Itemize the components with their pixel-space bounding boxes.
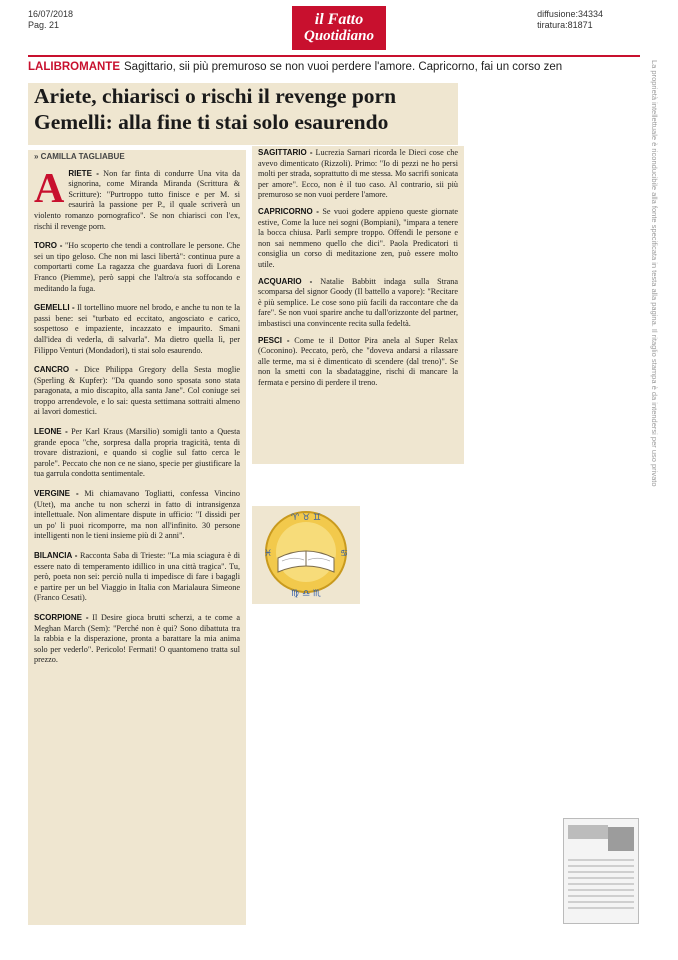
sign-text: Natalie Babbitt indaga sulla Strana scomparsa del signor Goody (Il battello a vapore): "Recitare è più semplice. Le cose sono più facili da raccontare che da fare". Se non vuoi sparire anche tu dall'orizzonte del partner, imbastisci una convincente recita sulla fedeltà. xyxy=(258,276,458,328)
rubric-teaser: Sagittario, sii più premuroso se non vuoi perdere l'amore. Capricorno, fai un corso zen xyxy=(124,61,563,73)
horoscope-ariete xyxy=(34,165,240,233)
zodiac-book-illustration xyxy=(252,506,360,604)
logo-line-2: Quotidiano xyxy=(303,28,375,44)
sign-name: CANCRO - xyxy=(34,365,78,375)
thumbnail-text-line xyxy=(568,883,634,885)
horoscope-sagittario xyxy=(258,148,458,201)
headline-line-1: Ariete, chiarisci o rischi il revenge porn xyxy=(34,84,397,108)
sign-name: LEONE - xyxy=(34,427,68,437)
thumbnail-text-line xyxy=(568,901,634,903)
sign-name: RIETE - xyxy=(68,168,99,178)
horoscope-cancro xyxy=(34,365,240,418)
sign-text: Se vuoi godere appieno queste giornate estive, Come la luce nei sogni (Bompiani), "impara a tenere la bocca chiusa. Parli sempre troppo. Offendi le persone e non sai nemmeno quello che dici". Paola Predicatori ti consiglia un corso di meditazione zen, può essere molto utile. xyxy=(258,206,458,269)
clip-date: 16/07/2018 xyxy=(28,9,74,19)
svg-text:♍ ♎ ♏: ♍ ♎ ♏ xyxy=(291,589,321,599)
headline-line-2: Gemelli: alla fine ti stai solo esaurendo xyxy=(34,110,389,134)
article-column-1 xyxy=(28,150,246,925)
rubric-la: LA xyxy=(28,61,44,73)
svg-text:♓: ♓ xyxy=(263,549,273,559)
horoscope-gemelli xyxy=(34,303,240,356)
clip-page: Pag. 21 xyxy=(28,20,60,30)
horoscope-leone xyxy=(34,427,240,480)
logo-line-1: il Fatto xyxy=(314,11,364,28)
sign-name: SAGITTARIO - xyxy=(258,148,313,157)
sign-name: PESCI - xyxy=(258,335,290,345)
diffusione: diffusione:34334 xyxy=(537,9,603,19)
sign-text: Mi chiamavano Togliatti, confessa Vincino (Utet), ma anche tu non scherzi in fatto di intransigenza intellettuale. Non alimentare dispute in ufficio: "I dissidi per un po' li puoi ricomporre, ma non all'infinito. 30 persone intelligenti non le tieni insieme più di 2 anni". xyxy=(34,489,240,541)
horoscope-scorpione xyxy=(34,613,240,666)
thumbnail-text-line xyxy=(568,877,634,879)
thumbnail-text-line xyxy=(568,871,634,873)
circulation-info xyxy=(537,9,603,31)
sign-name: TORO - xyxy=(34,241,63,251)
thumbnail-text-line xyxy=(568,895,634,897)
thumbnail-text-line xyxy=(568,859,634,861)
tiratura: tiratura:81871 xyxy=(537,20,593,30)
horoscope-toro xyxy=(34,241,240,294)
sign-text: Dice Philippa Gregory della Sesta moglie (Sperling & Kupfer): "Da quando sono sposata sono stata paragonata, a mio discapito, alla santa Jane". Col coniuge sei troppo arrendevole, e lo sai: questa settimana sottraiti almeno ai lavori domestici. xyxy=(34,365,240,417)
sign-name: SCORPIONE - xyxy=(34,612,89,622)
sign-text: Il Desire gioca brutti scherzi, a te come a Meghan March (Sem): "Perché non è qui? Sono dibattuta tra la rabbia e la disperazione, pronta a barattare la mia anima solo per vederlo". Pericolo! Fermati! O quantomeno tratta sul prezzo. xyxy=(34,612,240,665)
thumbnail-text-line xyxy=(568,865,634,867)
svg-text:♈ ♉ ♊: ♈ ♉ ♊ xyxy=(291,513,321,523)
sign-name: CAPRICORNO - xyxy=(258,206,319,216)
thumbnail-text-line xyxy=(568,907,634,909)
sign-text: Il tortellino muore nel brodo, e anche tu non te la passi bene: sei "turbato ed eccitato, angosciato e carico, sospettoso e impaziente, incazzato e impaurito. Smani dall'idea di vederla, di salvarla". Ma dietro quella lì, per Filippo Venturi (Mondadori), ti stai solo esaurendo. xyxy=(34,303,240,355)
horoscope-acquario xyxy=(258,277,458,330)
sign-name: ACQUARIO - xyxy=(258,276,313,286)
article-column-2 xyxy=(252,146,464,464)
sign-text: Non far finta di condurre Una vita da signorina, come Miranda Miranda (Scrittura & Scritture): "Purtroppo tutto finisce e per M. si esaurirà la passione per P., il quale scriverà un violento romanzo pornografico". Se non chiarisci con l'ex, rischi il revenge porn. xyxy=(34,168,240,231)
sign-text: "Ho scoperto che tendi a controllare le persone. Che sei un tipo geloso. Che non mi lasci libertà": continua pure a comportarti come La ragazza che guardava fuori di Lorena Franco (Piemme), però sappi che l'altro/a sta soffocando e meditando la fuga. xyxy=(34,241,240,293)
thumbnail-image xyxy=(608,827,634,851)
sign-text: Lucrezia Sarnari ricorda le Dieci cose che avevo dimenticato (Rizzoli). Primo: "Io di pezzi ne ho persi molti per strada, soprattutto di me stessa. Mo sacrifi sonicata per amore". Ecco, non è il tuo caso. Al contrario, sii più premuroso se non vuoi perdere l'amore. xyxy=(258,148,459,200)
sign-text: Racconta Saba di Trieste: "La mia sciagura è di essere nato di temperamento idillico in una città tragica". Tu, però, poeta non sei: perciò nulla ti impedisce di fare i bagagli e partire per un bel Viaggio in Italia con Marialaura Simeone (Franco Cesati). xyxy=(34,551,240,603)
svg-text:♋: ♋ xyxy=(339,549,349,559)
drop-cap: A xyxy=(34,165,65,212)
page-thumbnail xyxy=(563,818,639,924)
copyright-vertical-note xyxy=(648,60,662,580)
sign-name: GEMELLI - xyxy=(34,303,75,313)
zodiac-wheel-icon xyxy=(252,506,360,604)
rubric-bar xyxy=(28,55,640,77)
horoscope-vergine xyxy=(34,489,240,542)
sign-name: BILANCIA - xyxy=(34,551,78,560)
clip-date-page xyxy=(28,9,73,31)
horoscope-capricorno xyxy=(258,207,458,271)
sign-text: Come te il Dottor Pira anela al Super Relax (Coconino). Peccato, però, che "doveva andarsi a rilassare alle terme, ma si è dimenticato di scendere (dal treno)". Se non la smetti con la sbadataggine, rischi di mancare la fermata e persino di perdere il treno. xyxy=(258,335,458,387)
headline xyxy=(28,83,458,145)
horoscope-bilancia xyxy=(34,551,240,604)
copyright-text: La proprietà intellettuale è riconducibile alla fonte specificata in testa alla pagina. Il ritaglio stampa è da intendersi per uso privato xyxy=(650,60,659,487)
thumbnail-text-line xyxy=(568,889,634,891)
rubric-libromante: LIBROMANTE xyxy=(43,61,121,73)
sign-name: VERGINE - xyxy=(34,489,79,499)
sign-text: Per Karl Kraus (Marsilio) somigli tanto a Questa grande epoca "che, sorpresa dalla propria tragicità, tenta di trovare distrazioni, e quando si coglie sul fatto cerca le parole". Peccato che non ce ne siano, specie per giustificare la tua garrula condotta sentimentale. xyxy=(34,427,240,479)
newspaper-logo xyxy=(292,6,386,50)
thumbnail-headline xyxy=(568,825,608,839)
horoscope-pesci xyxy=(258,336,458,389)
author-byline: » CAMILLA TAGLIABUE xyxy=(34,152,125,161)
